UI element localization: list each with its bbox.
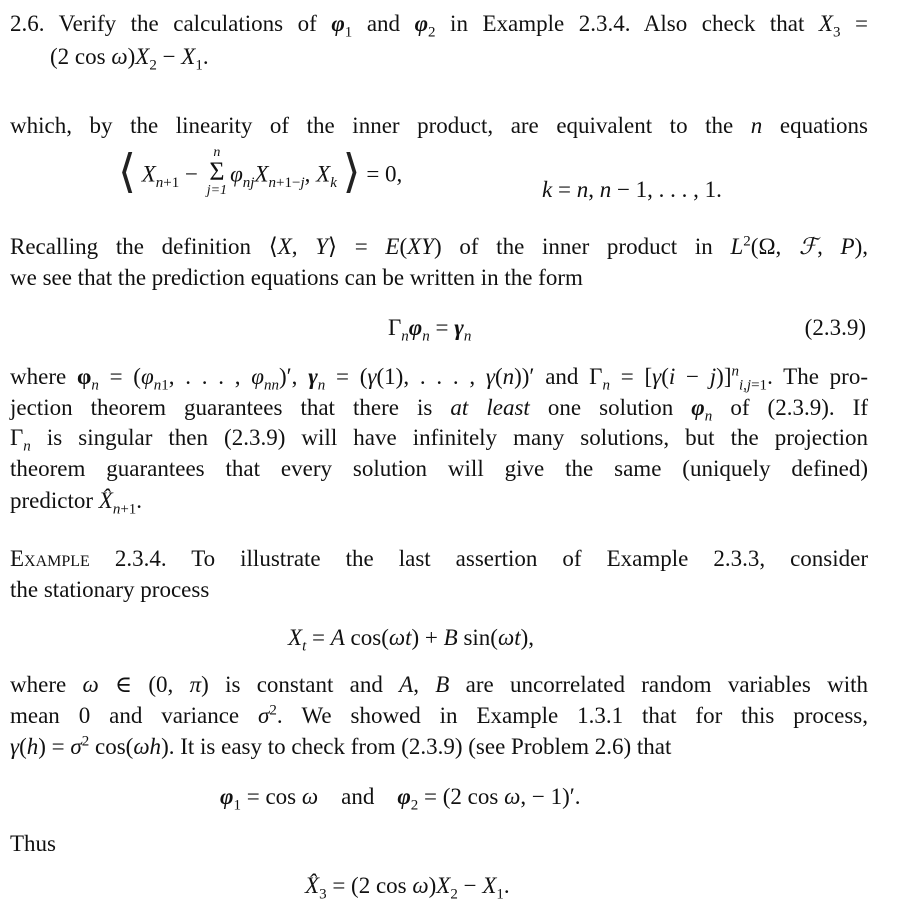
example-where-line-1: where ω ∈ (0, π) is constant and A, B are uncorrelated random variables with [10, 672, 869, 697]
example-line-2: the stationary process [10, 577, 210, 602]
prediction-equation: $\Gamma_n\varphi_n = \gamma_n$ [388, 315, 472, 345]
equation-condition: k = n, n − 1, . . . , 1. [542, 177, 722, 202]
where-line-4: theorem guarantees that every solution will give the same (uniquely defined) [10, 456, 868, 481]
phi-equation: $\varphi_1 = \cos \omega$ and $\varphi_2 = (2$ cos ω, − 1)′. [220, 784, 581, 814]
thus-word: Thus [10, 831, 56, 856]
example-label: Example [10, 546, 90, 571]
summation-symbol: n Σ j=1 [206, 145, 228, 198]
example-number: 2.3.4. [114, 546, 167, 571]
example-where-line-3: $\gamma(h) = \sigma^2$ cos(ωh). It is easy to check from (2.3.9) (see Problem 2.6) that [10, 733, 672, 759]
process-equation: $X_t = A$ cos(ωt) + B sin(ωt), [288, 625, 535, 655]
recalling-line-1: Recalling the definition ⟨X, Y⟩ = E(XY) of the inner product in $L^2(\Omega$, ℱ, P), [10, 233, 869, 259]
equation-label-2-3-9: (2.3.9) [804, 315, 866, 340]
inner-product-equation: ⟨ $X_{n+1}$ − n Σ j=1 $\varphi_{nj}X_{n+1-j}$, $X_k$ ⟩ = 0, [118, 145, 403, 198]
where-line-2: jection theorem guarantees that there is at least one solution $\varphi_n$ of (2.3.9). If [10, 395, 868, 425]
example-where-line-2: mean 0 and variance $\sigma^2$. We showed in Example 1.3.1 that for this process, [10, 702, 868, 728]
problem-text-2: (2 $\cos \omega)X_2 - X_1$. [50, 44, 209, 74]
example-line-1: Example 2.3.4. To illustrate the last assertion of Example 2.3.3, consider [10, 546, 869, 571]
problem-statement-line-2 [50, 43, 209, 74]
where-line-1: where $\varphi_n = (\varphi_{n1}$, . . . , $\varphi_{nn})'$, $\gamma_n = (\gamma(1)$, . . . , γ(n))′ and $\Gamma_n = [\gamma(i - j)]^n_{i,j=1}$. The pro- [10, 363, 868, 394]
problem-statement-line-1 [10, 10, 868, 41]
recalling-line-2: we see that the prediction equations can be written in the form [10, 265, 583, 290]
problem-text-1: Verify the calculations of $\varphi_1$ and $\varphi_2$ in Example 2.3.4. Also check that $X_3$ = [58, 11, 868, 41]
where-line-3: $\Gamma_n$ is singular then (2.3.9) will have infinitely many solutions, but the projection [10, 425, 868, 455]
intro-line: which, by the linearity of the inner product, are equivalent to the n equations [10, 113, 869, 138]
where-line-5: predictor $X̂_{n+1}$. [10, 488, 143, 518]
problem-number: 2.6. [10, 11, 45, 36]
final-equation: $X̂_3 = (2$ $\cos \omega)X_2 - X_1$. [305, 873, 510, 903]
